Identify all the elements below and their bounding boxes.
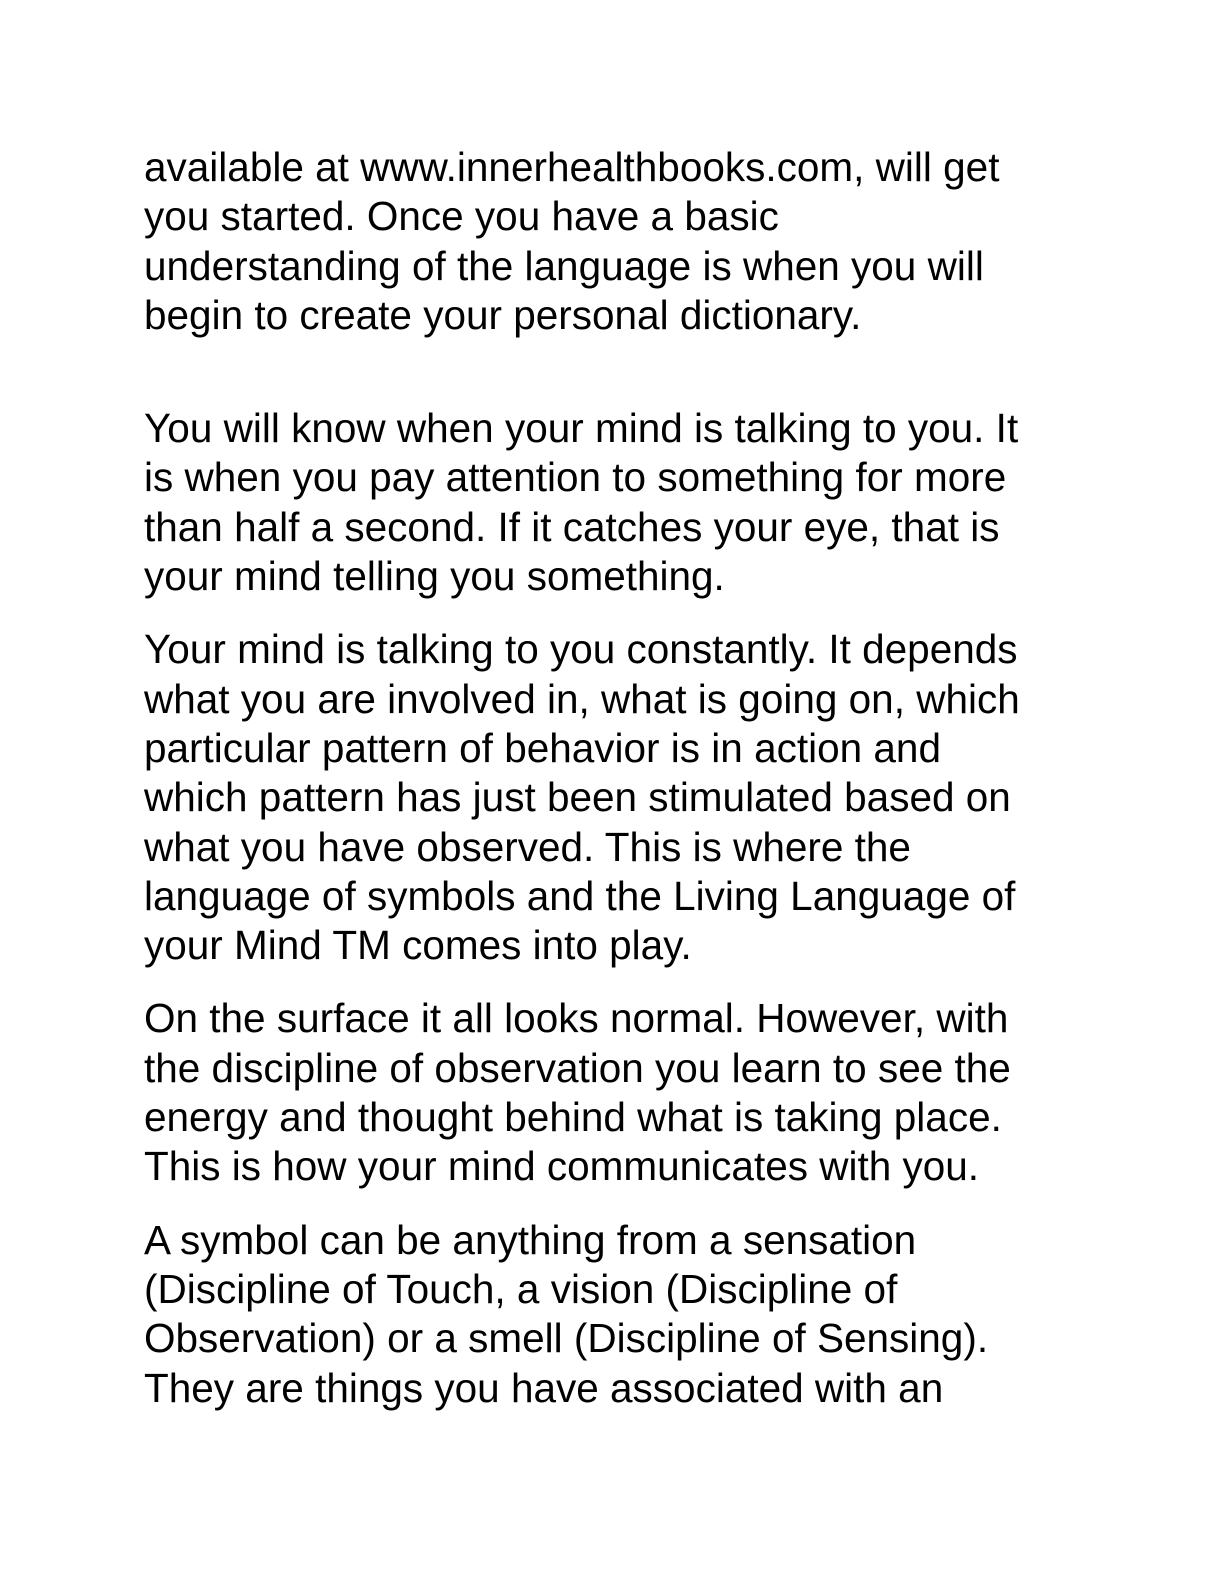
text-line: available at www.innerhealthbooks.com, will get	[144, 144, 1000, 190]
text-line: This is how your mind communicates with you.	[144, 1143, 980, 1190]
paragraph-spacer	[144, 601, 1074, 625]
paragraph	[144, 404, 1074, 601]
text-line: is when you pay attention to something for more	[144, 454, 1007, 501]
text-line: begin to create your personal dictionary.	[144, 291, 862, 338]
text-line: (Discipline of Touch, a vision (Discipline of	[144, 1265, 898, 1312]
text-line: You will know when your mind is talking to you. It	[144, 405, 1019, 452]
text-line: On the surface it all looks normal. However, with	[144, 995, 1009, 1042]
text-line: your Mind TM comes into play.	[144, 922, 692, 969]
document-page	[144, 143, 1074, 1413]
paragraph	[144, 994, 1074, 1191]
text-line: particular pattern of behavior is in action and	[144, 724, 941, 771]
paragraph-spacer	[144, 1192, 1074, 1216]
text-line: what you have observed. This is where the	[144, 823, 911, 870]
paragraph-spacer	[144, 340, 1074, 404]
text-line: than half a second. If it catches your eye, that is	[144, 503, 1000, 550]
text-line: Your mind is talking to you constantly. It depends	[144, 626, 1018, 673]
text-line: what you are involved in, what is going on, which	[144, 675, 1020, 722]
paragraph-spacer	[144, 970, 1074, 994]
text-line: language of symbols and the Living Language of	[144, 872, 1016, 919]
paragraph	[144, 625, 1074, 970]
text-line: you started. Once you have a basic	[144, 193, 779, 240]
text-line: Observation) or a smell (Discipline of Sensing).	[144, 1315, 989, 1362]
paragraph	[144, 1216, 1074, 1413]
text-line: A symbol can be anything from a sensation	[144, 1216, 917, 1263]
text-line: understanding of the language is when you will	[144, 242, 984, 289]
text-line: They are things you have associated with an	[144, 1364, 944, 1411]
text-line: the discipline of observation you learn to see the	[144, 1044, 1011, 1091]
text-line: your mind telling you something.	[144, 553, 725, 600]
paragraph	[144, 143, 1074, 340]
text-line: energy and thought behind what is taking place.	[144, 1094, 1002, 1141]
text-line: which pattern has just been stimulated based on	[144, 774, 1011, 821]
